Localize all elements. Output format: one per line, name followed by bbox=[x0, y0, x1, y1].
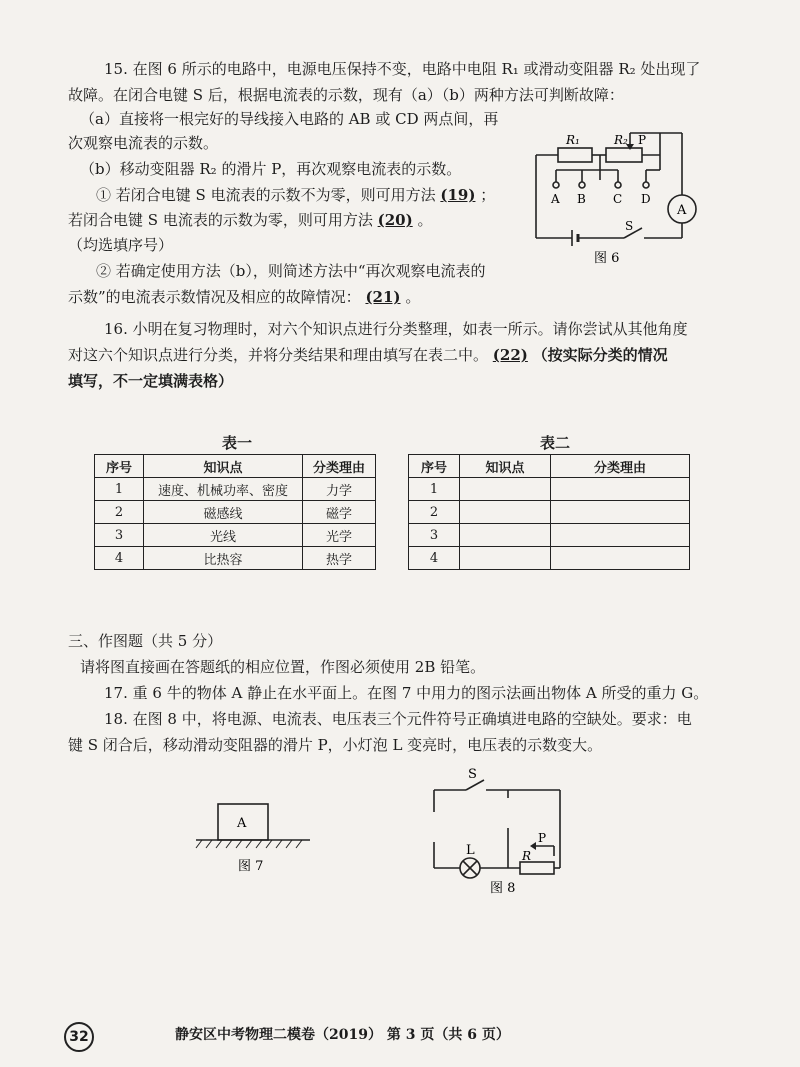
q15-sub1-end: ； bbox=[480, 186, 496, 204]
answer-cell[interactable] bbox=[460, 501, 551, 524]
q15-sub1 bbox=[96, 184, 495, 206]
q15-sub2b-text: 示数”的电流表示数情况及相应的故障情况： bbox=[68, 288, 361, 306]
table-cell: 光学 bbox=[303, 524, 376, 547]
q18-line2: 键 S 闭合后，移动滑动变阻器的滑片 P，小灯泡 L 变亮时，电压表的示数变大。 bbox=[68, 736, 603, 754]
table-row bbox=[409, 547, 690, 570]
table-cell: 2 bbox=[409, 501, 460, 524]
table-cell: 3 bbox=[95, 524, 144, 547]
answer-cell[interactable] bbox=[551, 547, 690, 570]
label-r1: R₁ bbox=[566, 133, 580, 147]
figure-8-caption: 图 8 bbox=[490, 881, 516, 896]
answer-blank-20[interactable]: (20) bbox=[377, 211, 413, 229]
label-d: D bbox=[641, 192, 651, 206]
figure-6-circuit bbox=[520, 110, 710, 270]
answer-cell[interactable] bbox=[551, 524, 690, 547]
rheostat-r bbox=[520, 862, 554, 874]
answer-cell[interactable] bbox=[460, 478, 551, 501]
table-header: 知识点 bbox=[144, 455, 303, 478]
table2-title: 表二 bbox=[540, 434, 571, 452]
resistor-r1 bbox=[558, 148, 592, 162]
label-p: P bbox=[538, 831, 547, 845]
table-cell: 3 bbox=[409, 524, 460, 547]
q15-sub2b bbox=[68, 286, 420, 308]
figure-7 bbox=[190, 790, 320, 880]
q15-sub2b-end: 。 bbox=[405, 288, 421, 306]
figure-6-caption: 图 6 bbox=[594, 251, 620, 266]
table-1 bbox=[94, 454, 376, 570]
table-row bbox=[409, 524, 690, 547]
figure-7-caption: 图 7 bbox=[238, 859, 264, 874]
table-header: 分类理由 bbox=[551, 455, 690, 478]
q16-line3: 填写，不一定填满表格） bbox=[68, 372, 234, 390]
block-a-label: A bbox=[237, 816, 247, 831]
table-row bbox=[95, 478, 376, 501]
q15-sub1b bbox=[68, 209, 432, 231]
table-cell: 光线 bbox=[144, 524, 303, 547]
q16-line1: 16. 小明在复习物理时，对六个知识点进行分类整理，如表一所示。请你尝试从其他角度 bbox=[104, 320, 688, 338]
table-row bbox=[409, 501, 690, 524]
label-r: R bbox=[522, 849, 532, 863]
table-row bbox=[95, 501, 376, 524]
table-cell: 磁感线 bbox=[144, 501, 303, 524]
answer-blank-22[interactable]: (22) bbox=[492, 346, 528, 364]
q16-line2-text: 对这六个知识点进行分类，并将分类结果和理由填写在表二中。 bbox=[68, 346, 489, 364]
section-3-title: 三、作图题（共 5 分） bbox=[68, 632, 223, 650]
label-a: A bbox=[551, 192, 560, 206]
answer-blank-19[interactable]: (19) bbox=[440, 186, 476, 204]
section-3-instructions: 请将图直接画在答题纸的相应位置，作图必须使用 2B 铅笔。 bbox=[80, 658, 486, 676]
page-badge: 32 bbox=[64, 1022, 94, 1052]
page-footer: 静安区中考物理二模卷（2019） 第 3 页（共 6 页） bbox=[175, 1027, 510, 1043]
label-s: S bbox=[625, 219, 634, 233]
answer-cell[interactable] bbox=[551, 501, 690, 524]
table1-title: 表一 bbox=[222, 434, 253, 452]
table-header-row bbox=[95, 455, 376, 478]
table-cell: 1 bbox=[95, 478, 144, 501]
table-header: 序号 bbox=[95, 455, 144, 478]
table-cell: 磁学 bbox=[303, 501, 376, 524]
answer-cell[interactable] bbox=[551, 478, 690, 501]
q17-text: 17. 重 6 牛的物体 A 静止在水平面上。在图 7 中用力的图示法画出物体 A 所受的重力 G。 bbox=[104, 684, 709, 702]
label-b: B bbox=[577, 192, 586, 206]
label-l: L bbox=[466, 843, 475, 858]
q15-line2: 故障。在闭合电键 S 后，根据电流表的示数，现有（a）（b）两种方法可判断故障： bbox=[68, 86, 624, 104]
table-header: 分类理由 bbox=[303, 455, 376, 478]
answer-cell[interactable] bbox=[460, 547, 551, 570]
label-r2: R₂ bbox=[614, 133, 628, 147]
table-cell: 4 bbox=[409, 547, 460, 570]
q15-sub1b-end: 。 bbox=[417, 211, 433, 229]
table-header: 序号 bbox=[409, 455, 460, 478]
q15-sub2: ② 若确定使用方法（b），则简述方法中“再次观察电流表的 bbox=[96, 262, 486, 280]
label-p: P bbox=[638, 133, 647, 147]
q16-line2 bbox=[68, 344, 668, 366]
q16-line2-note: （按实际分类的情况 bbox=[532, 346, 668, 364]
q15-method-a-cont: 次观察电流表的示数。 bbox=[68, 134, 219, 152]
q18-line1: 18. 在图 8 中，将电源、电流表、电压表三个元件符号正确填进电路的空缺处。要求：电 bbox=[104, 710, 692, 728]
table-row bbox=[95, 547, 376, 570]
q15-method-b: （b）移动变阻器 R₂ 的滑片 P，再次观察电流表的示数。 bbox=[80, 160, 462, 178]
answer-blank-21[interactable]: (21) bbox=[365, 288, 401, 306]
table-row bbox=[409, 478, 690, 501]
q15-note: （均选填序号） bbox=[68, 236, 174, 254]
table-cell: 1 bbox=[409, 478, 460, 501]
answer-cell[interactable] bbox=[460, 524, 551, 547]
table-header-row bbox=[409, 455, 690, 478]
q15-sub1-text: ① 若闭合电键 S 电流表的示数不为零，则可用方法 bbox=[96, 186, 436, 204]
table-cell: 力学 bbox=[303, 478, 376, 501]
label-s: S bbox=[468, 767, 477, 782]
table-row bbox=[95, 524, 376, 547]
q15-sub1b-text: 若闭合电键 S 电流表的示数为零，则可用方法 bbox=[68, 211, 373, 229]
table-cell: 热学 bbox=[303, 547, 376, 570]
table-header: 知识点 bbox=[460, 455, 551, 478]
rheostat-r2 bbox=[606, 148, 642, 162]
table-cell: 4 bbox=[95, 547, 144, 570]
label-c: C bbox=[613, 192, 623, 206]
table-2 bbox=[408, 454, 690, 570]
ammeter-label: A bbox=[677, 203, 687, 218]
table-cell: 速度、机械功率、密度 bbox=[144, 478, 303, 501]
q15-line1: 15. 在图 6 所示的电路中，电源电压保持不变，电路中电阻 R₁ 或滑动变阻器 R₂ 处出现了 bbox=[104, 60, 701, 78]
q15-method-a: （a）直接将一根完好的导线接入电路的 AB 或 CD 两点间，再 bbox=[80, 110, 499, 128]
table-cell: 2 bbox=[95, 501, 144, 524]
figure-8-circuit bbox=[420, 762, 580, 902]
table-cell: 比热容 bbox=[144, 547, 303, 570]
